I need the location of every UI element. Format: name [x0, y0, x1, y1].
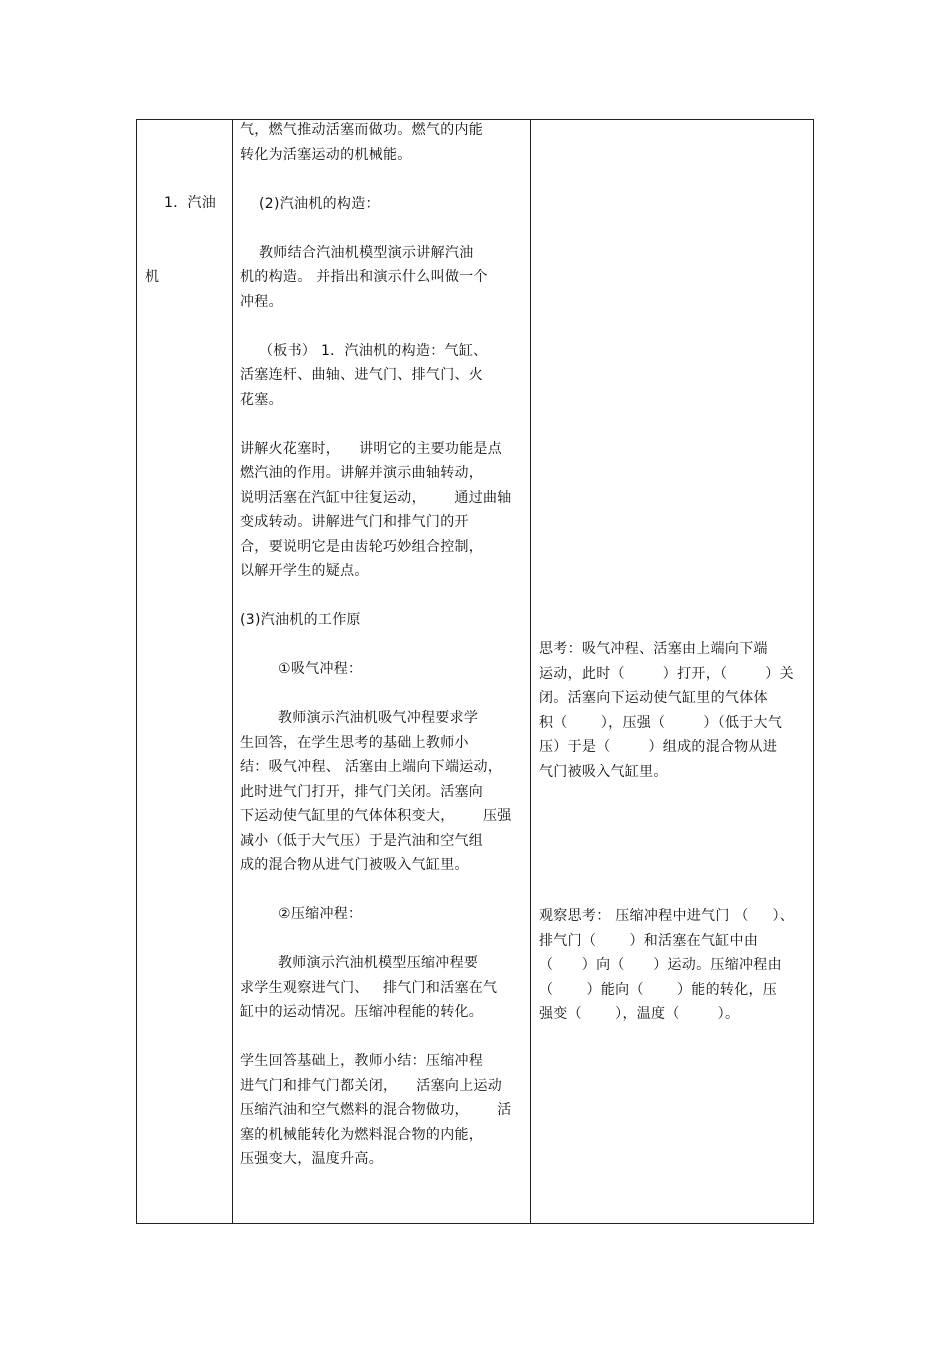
content-line: 燃汽油的作用。讲解并演示曲轴转动， [240, 465, 484, 481]
content-line: 成的混合物从进气门被吸入气缸里。 [240, 857, 469, 873]
content-line: 生回答，在学生思考的基础上教师小 [240, 734, 469, 751]
content-line [240, 878, 512, 903]
activity-line: 排气门（ ）和活塞在气缸中由 [539, 932, 759, 949]
content-line: 求学生观察进气门、 排气门和活塞在气 [240, 979, 498, 996]
content-line [240, 167, 512, 192]
content-line: ②压缩冲程： [240, 906, 363, 922]
column-divider-2 [530, 120, 531, 1223]
content-line: 减小（低于大气压）于是汽油和空气组 [240, 832, 484, 849]
activity-line: 强变（ ），温度（ ）。 [539, 1006, 740, 1022]
activity-line: 气门被吸入气缸里。 [539, 763, 668, 780]
section-label-line: 机 [145, 268, 160, 285]
content-line: （板书） 1．汽油机的构造：气缸、 [240, 342, 488, 359]
content-line: 教师结合汽油机模型演示讲解汽油 [240, 244, 474, 261]
section-label [145, 142, 216, 314]
content-line: 压缩汽油和空气燃料的混合物做功， 活 [240, 1102, 512, 1118]
content-line: 说明活塞在汽缸中往复运动， 通过曲轴 [240, 489, 512, 506]
content-line: 以解开学生的疑点。 [240, 563, 369, 579]
activity-line: 观察思考： 压缩冲程中进气门 （ ）、 [539, 908, 795, 924]
content-line: 缸中的运动情况。压缩冲程能的转化。 [240, 1004, 484, 1020]
teaching-content [240, 118, 512, 1172]
content-line [240, 682, 512, 707]
content-line: 下运动使气缸里的气体体积变大， 压强 [240, 808, 512, 824]
content-line: ①吸气冲程： [240, 661, 363, 677]
content-line: 变成转动。讲解进气门和排气门的开 [240, 514, 469, 530]
content-line: 教师演示汽油机模型压缩冲程要 [240, 955, 479, 971]
content-line: 讲解火花塞时， 讲明它的主要功能是点 [240, 440, 503, 457]
content-line [240, 216, 512, 241]
activity-line: 积（ ），压强（ ）（低于大气 [539, 714, 783, 731]
content-line: 此时进气门打开，排气门关闭。活塞向 [240, 783, 484, 800]
activity-line: 压）于是（ ）组成的混合物从进 [539, 739, 778, 755]
content-line: (2)汽油机的构造： [240, 195, 380, 212]
content-line [240, 1025, 512, 1050]
content-line [240, 633, 512, 658]
content-line: 学生回答基础上，教师小结：压缩冲程 [240, 1053, 484, 1069]
content-line: 气，燃气推动活塞而做功。燃气的内能 [240, 122, 484, 138]
content-line: 压强变大，温度升高。 [240, 1151, 383, 1167]
activity-line: 思考：吸气冲程、活塞由上端向下端 [539, 641, 768, 657]
content-line: 塞的机械能转化为燃料混合物的内能， [240, 1126, 484, 1143]
content-line: 机的构造。 并指出和演示什么叫做一个 [240, 269, 488, 285]
content-line [240, 927, 512, 952]
content-line: 进气门和排气门都关闭， 活塞向上运动 [240, 1077, 503, 1094]
section-label-line: 1．汽油 [145, 195, 217, 211]
activity-line: 闭。活塞向下运动使气缸里的气体体 [539, 690, 768, 706]
content-line: 结：吸气冲程、 活塞由上端向下端运动， [240, 759, 503, 775]
activity-line: （ ）能向（ ）能的转化，压 [539, 981, 778, 998]
content-line [240, 314, 512, 339]
content-line: 合，要说明它是由齿轮巧妙组合控制， [240, 538, 484, 555]
activity-line: 运动，此时（ ）打开，（ ）关 [539, 665, 794, 682]
content-line: 冲程。 [240, 293, 283, 310]
content-line: 教师演示汽油机吸气冲程要求学 [240, 710, 479, 726]
activity-line: （ ）向（ ）运动。压缩冲程由 [539, 957, 782, 973]
content-line: 转化为活塞运动的机械能。 [240, 146, 412, 163]
content-line: 花塞。 [240, 391, 283, 408]
student-activity-1 [539, 637, 794, 784]
column-divider-1 [232, 120, 233, 1223]
student-activity-2 [539, 904, 794, 1027]
content-line [240, 412, 512, 437]
content-line: (3)汽油机的工作原 [240, 612, 361, 628]
content-line: 活塞连杆、曲轴、进气门、排气门、火 [240, 367, 484, 383]
content-line [240, 584, 512, 609]
